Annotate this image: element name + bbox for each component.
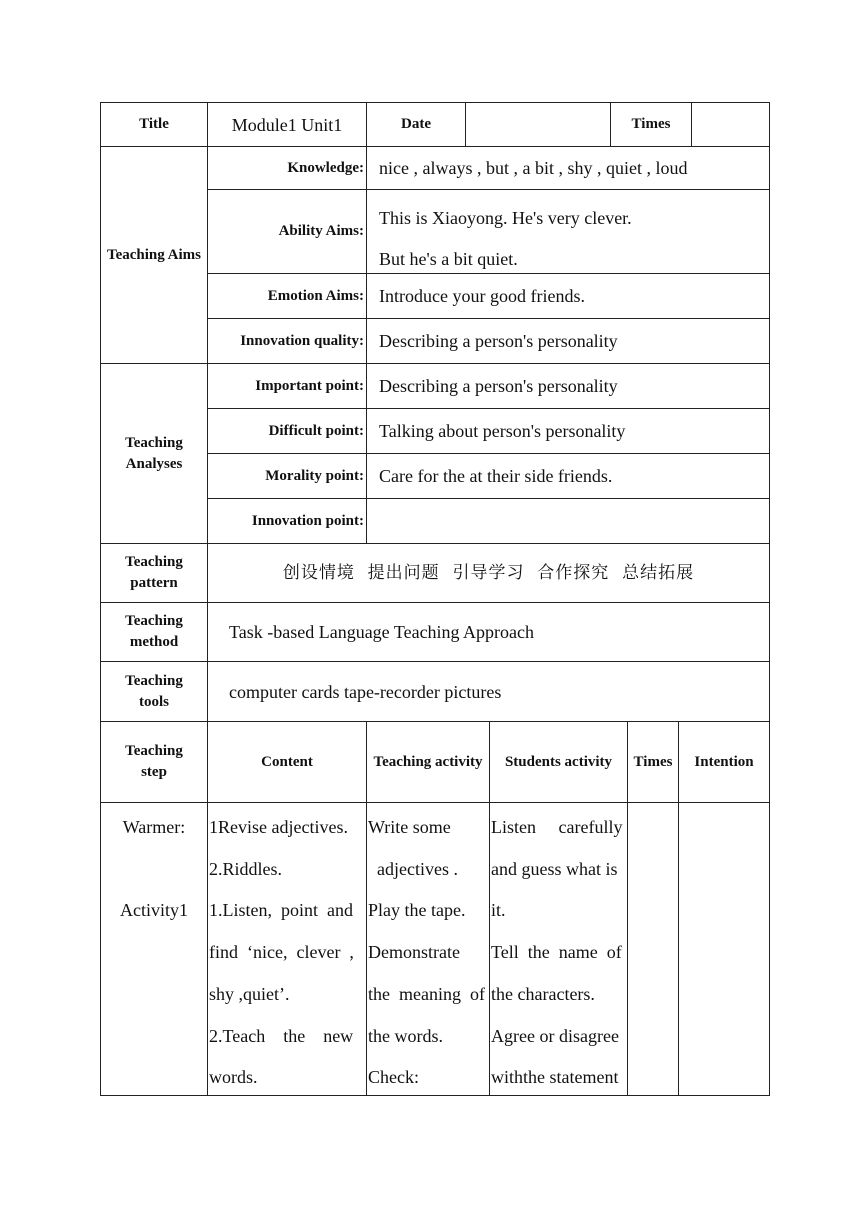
step-line xyxy=(101,849,207,891)
emotion-aims-value: Introduce your good friends. xyxy=(379,286,585,306)
teaching-activity-line: adjectives . xyxy=(368,858,458,879)
teaching-activity-line: the words. xyxy=(368,1025,443,1046)
teaching-activity-line: Demonstrate xyxy=(368,942,460,963)
content-header: Content xyxy=(261,753,313,770)
step-intention-cell xyxy=(679,803,769,1095)
teaching-tools-label-line-1: Teaching xyxy=(125,672,183,689)
teaching-tools-value: computer cards tape-recorder pictures xyxy=(229,681,502,702)
students-activity-column xyxy=(491,803,627,1095)
teaching-method-label-line-1: Teaching xyxy=(125,613,183,629)
teaching-step-header xyxy=(101,722,207,802)
knowledge-value: nice , always , but , a bit , shy , quiet , loud xyxy=(379,158,688,178)
students-activity-line: and guess what is xyxy=(491,858,618,879)
step-line: Activity1 xyxy=(120,900,188,921)
teaching-step-header-line-2: step xyxy=(141,764,167,780)
students-activity-line: the characters. xyxy=(491,983,595,1004)
teaching-analyses-label xyxy=(101,364,207,543)
innovation-point-value xyxy=(367,499,769,543)
content-line: 2.Riddles. xyxy=(209,858,283,879)
morality-point-value: Care for the at their side friends. xyxy=(379,466,613,486)
teaching-pattern-label-line-1: Teaching xyxy=(125,554,183,570)
teaching-activity-line: Write some xyxy=(368,817,451,837)
teaching-pattern-label xyxy=(101,544,207,602)
ability-aims-line-1: This is Xiaoyong. He's very clever. xyxy=(379,208,632,228)
ability-aims-line-2: But he's a bit quiet. xyxy=(379,249,518,269)
students-activity-line: it. xyxy=(491,900,506,921)
times-value xyxy=(692,103,769,146)
teaching-method-label xyxy=(101,603,207,661)
students-activity-header: Students activity xyxy=(504,753,613,770)
times-label: Times xyxy=(631,116,671,132)
step-column xyxy=(101,803,207,1095)
morality-point-label: Morality point: xyxy=(265,467,364,484)
ability-aims-label: Ability Aims: xyxy=(278,223,364,239)
teaching-aims-label: Teaching Aims xyxy=(106,246,202,263)
teaching-analyses-label-line-1: Teaching xyxy=(125,434,183,451)
teaching-step-header-line-1: Teaching xyxy=(125,743,183,759)
students-activity-line: withthe statement xyxy=(491,1067,619,1088)
difficult-point-value: Talking about person's personality xyxy=(379,421,626,441)
content-line: 1.Listen, point and xyxy=(209,900,353,921)
date-label: Date xyxy=(401,116,431,132)
innovation-quality-value: Describing a person's personality xyxy=(379,331,618,351)
teaching-pattern-label-line-2: pattern xyxy=(130,575,178,591)
times-header: Times xyxy=(633,753,673,770)
intention-header: Intention xyxy=(694,753,754,770)
students-activity-line: Tell the name of xyxy=(491,942,622,963)
content-line: find ‘nice, clever , xyxy=(209,942,354,963)
ability-aims-value xyxy=(367,190,769,273)
teaching-activity-line: Check: xyxy=(368,1067,419,1088)
teaching-activity-header: Teaching activity xyxy=(373,753,483,770)
knowledge-label: Knowledge: xyxy=(287,159,364,176)
content-line: 1Revise adjectives. xyxy=(209,817,348,837)
teaching-pattern-value: 创设情境 提出问题 引导学习 合作探究 总结拓展 xyxy=(282,563,695,583)
step-times-cell xyxy=(628,803,678,1095)
teaching-method-value: Task -based Language Teaching Approach xyxy=(229,622,535,642)
content-line: words. xyxy=(209,1067,258,1088)
important-point-value: Describing a person's personality xyxy=(379,376,618,396)
teaching-analyses-label-line-2: Analyses xyxy=(125,455,183,472)
title-label: Title xyxy=(139,116,169,132)
teaching-tools-label-line-2: tools xyxy=(139,693,169,710)
innovation-point-label: Innovation point: xyxy=(251,512,364,529)
teaching-method-label-line-2: method xyxy=(129,634,179,650)
teaching-activity-line: Play the tape. xyxy=(368,900,466,921)
step-line: Warmer: xyxy=(122,817,186,837)
content-column xyxy=(209,803,365,1095)
students-activity-line: Listen carefully xyxy=(491,817,623,837)
title-value: Module1 Unit1 xyxy=(231,114,343,135)
important-point-label: Important point: xyxy=(255,377,364,394)
innovation-quality-label: Innovation quality: xyxy=(240,332,364,349)
emotion-aims-label: Emotion Aims: xyxy=(267,287,364,304)
content-line: shy ,quiet’. xyxy=(209,983,290,1004)
teaching-tools-label xyxy=(101,662,207,721)
date-value xyxy=(466,103,610,146)
teaching-activity-line: the meaning of xyxy=(368,983,485,1004)
teaching-activity-column xyxy=(368,803,489,1095)
students-activity-line: Agree or disagree xyxy=(491,1025,619,1046)
difficult-point-label: Difficult point: xyxy=(268,422,364,439)
content-line: 2.Teach the new xyxy=(209,1025,354,1046)
